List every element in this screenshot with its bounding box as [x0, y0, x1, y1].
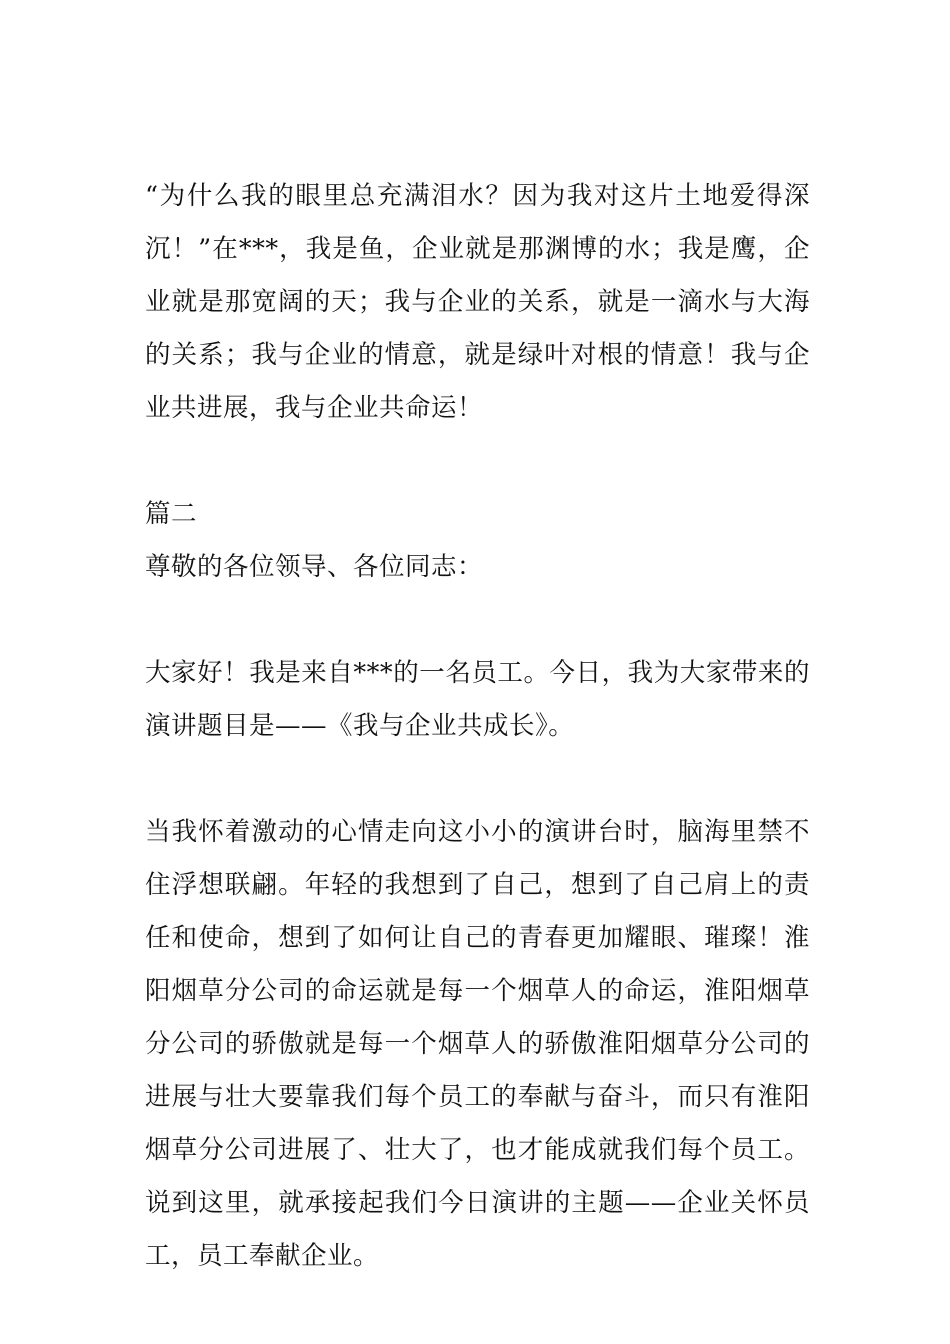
salutation: 尊敬的各位领导、各位同志：: [145, 552, 484, 582]
document-body: [145, 170, 810, 1283]
paragraph-main: 当我怀着激动的心情走向这小小的演讲台时，脑海里禁不住浮想联翩。年轻的我想到了自己，想到了自己肩上的责任和使命，想到了如何让自己的青春更加耀眼、璀璨！淮阳烟草分公司的命运就是每一个烟草人的命运，淮阳烟草分公司的骄傲就是每一个烟草人的骄傲淮阳烟草分公司的进展与壮大要靠我们每个员工的奉献与奋斗，而只有淮阳烟草分公司进展了、壮大了，也才能成就我们每个员工。说到这里，就承接起我们今日演讲的主题——企业关怀员工，员工奉献企业。: [145, 817, 810, 1271]
paragraph-greeting: 大家好！我是来自***的一名员工。今日，我为大家带来的演讲题目是——《我与企业共成长》。: [145, 658, 810, 741]
section-heading: 篇二: [145, 499, 198, 529]
paragraph-intro: “为什么我的眼里总充满泪水？因为我对这片土地爱得深沉！”在***，我是鱼，企业就是那渊博的水；我是鹰，企业就是那宽阔的天；我与企业的关系，就是一滴水与大海的关系；我与企业的情意，就是绿叶对根的情意！我与企业共进展，我与企业共命运！: [145, 181, 810, 423]
